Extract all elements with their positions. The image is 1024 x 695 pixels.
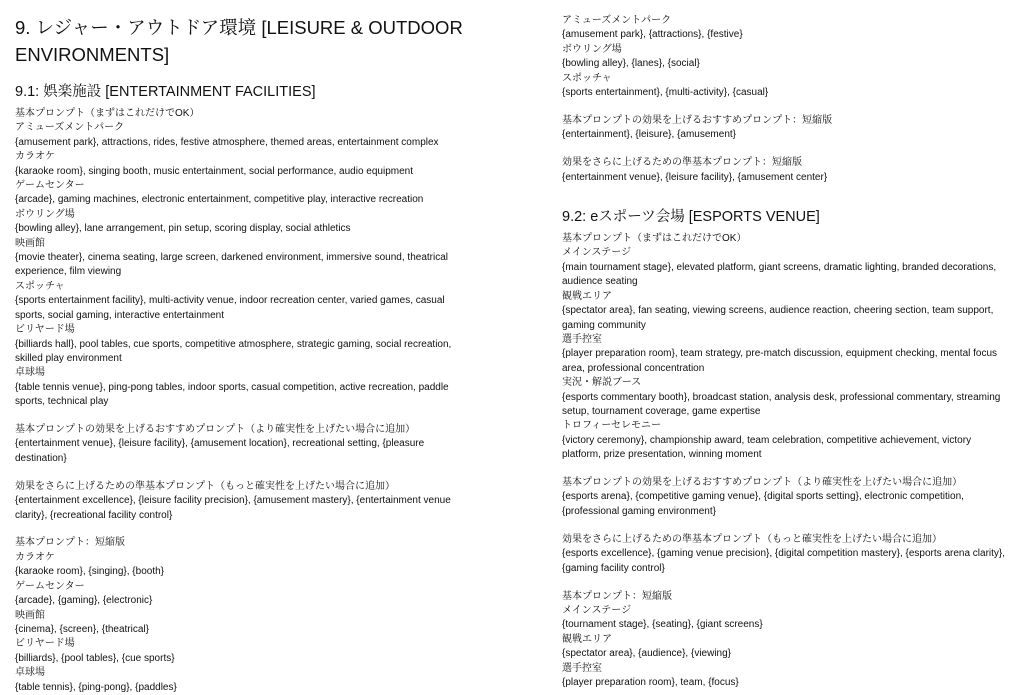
item-text: {movie theater}, cinema seating, large screen, darkened environment, immersive sound, theatrical experience, film viewing — [15, 252, 449, 278]
item-text: {player preparation room}, team strategy, pre-match discussion, equipment checking, mental focus area, professional concentration — [562, 348, 998, 374]
prompt-item — [562, 246, 1012, 289]
item-text: {table tennis}, {ping-pong}, {paddles} — [15, 681, 177, 693]
prompt-item — [15, 208, 465, 237]
item-label: ボウリング場 — [15, 208, 75, 220]
item-text: {spectator area}, {audience}, {viewing} — [562, 648, 732, 660]
item-text: {cinema}, {screen}, {theatrical} — [15, 623, 149, 635]
recommended-prompt-label: 基本プロンプトの効果を上げるおすすめプロンプト（より確実性を上げたい場合に追加） — [562, 477, 963, 489]
prompt-item — [15, 323, 465, 366]
recommended-prompt-text: {entertainment venue}, {leisure facility}, {amusement location}, recreational setting, {pleasure destination} — [15, 438, 425, 464]
item-label: ゲームセンター — [15, 580, 85, 592]
prompt-item — [562, 419, 1012, 462]
item-text: {tournament stage}, {seating}, {giant screens} — [562, 619, 763, 631]
short-item — [562, 633, 1012, 662]
prompt-item — [15, 179, 465, 208]
quasi-prompt-label: 効果をさらに上げるための準基本プロンプト（もっと確実性を上げたい場合に追加） — [15, 480, 395, 492]
short-prompt-label: 基本プロンプト：短縮版 — [15, 537, 125, 549]
item-text: {player preparation room}, team, {focus} — [562, 676, 739, 688]
short-item — [562, 662, 1012, 691]
prompt-item — [562, 290, 1012, 333]
item-label: トロフィーセレモニー — [562, 420, 661, 432]
page-title: 9. レジャー・アウトドア環境 [LEISURE & OUTDOOR ENVIRONMENTS] — [15, 17, 463, 65]
item-label: スポッチャ — [562, 72, 612, 84]
recommended-prompt-text: {esports arena}, {competitive gaming venue}, {digital sports setting}, electronic competition, {professional gaming environment} — [562, 491, 964, 517]
prompt-item — [15, 366, 465, 409]
item-text: {amusement park}, {attractions}, {festive} — [562, 29, 743, 41]
recommended-prompt-label: 基本プロンプトの効果を上げるおすすめプロンプト（より確実性を上げたい場合に追加） — [15, 424, 416, 436]
prompt-item — [15, 237, 465, 280]
short-item — [15, 580, 465, 609]
item-text: {karaoke room}, singing booth, music entertainment, social performance, audio equipment — [15, 165, 414, 177]
quasi-prompt-text: {entertainment excellence}, {leisure facility precision}, {amusement mastery}, {entertainment venue clarity}, {recreational facility control} — [15, 495, 451, 521]
short-item — [562, 72, 1012, 101]
short-item — [562, 604, 1012, 633]
item-text: {victory ceremony}, championship award, team celebration, competitive achievement, victory platform, prize presentation, winning moment — [562, 434, 972, 461]
prompt-item — [15, 150, 465, 179]
prompt-item — [15, 121, 465, 150]
item-label: カラオケ — [15, 551, 55, 563]
item-label: 卓球場 — [15, 367, 45, 379]
item-text: {spectator area}, fan seating, viewing screens, audience reaction, cheering section, team support, gaming community — [562, 305, 994, 331]
item-label: 映画館 — [15, 237, 45, 249]
right-column — [562, 14, 1012, 690]
short-item — [15, 609, 465, 638]
item-text: {esports commentary booth}, broadcast station, analysis desk, professional commentary, streaming setup, tournament coverage, game expertise — [562, 391, 1001, 417]
item-text: {amusement park}, attractions, rides, festive atmosphere, themed areas, entertainment complex — [15, 136, 439, 148]
short-recommended-label: 基本プロンプトの効果を上げるおすすめプロンプト：短縮版 — [562, 114, 833, 126]
short-recommended-text: {entertainment}, {leisure}, {amusement} — [562, 129, 737, 141]
item-label: 観戦エリア — [562, 290, 612, 302]
prompt-item — [562, 333, 1012, 376]
section-title-entertainment: 9.1: 娯楽施設 [ENTERTAINMENT FACILITIES] — [15, 84, 316, 100]
item-label: アミューズメントパーク — [15, 122, 125, 134]
short-item — [15, 551, 465, 580]
item-label: 観戦エリア — [562, 633, 612, 645]
item-text: {arcade}, gaming machines, electronic entertainment, competitive play, interactive recreation — [15, 194, 424, 206]
basic-prompt-label: 基本プロンプト（まずはこれだけでOK） — [562, 233, 747, 245]
item-text: {bowling alley}, {lanes}, {social} — [562, 58, 700, 70]
item-label: スポッチャ — [15, 280, 65, 292]
item-label: 映画館 — [15, 609, 45, 621]
item-text: {arcade}, {gaming}, {electronic} — [15, 595, 153, 607]
short-quasi-text: {entertainment venue}, {leisure facility}, {amusement center} — [562, 171, 828, 183]
item-label: 選手控室 — [562, 333, 602, 345]
item-label: 選手控室 — [562, 662, 602, 674]
section-title-esports: 9.2: eスポーツ会場 [ESPORTS VENUE] — [562, 209, 820, 226]
item-text: {main tournament stage}, elevated platform, giant screens, dramatic lighting, branded decorations, audience seating — [562, 261, 997, 288]
short-prompt-label: 基本プロンプト：短縮版 — [562, 590, 672, 602]
item-label: ビリヤード場 — [15, 324, 75, 336]
item-label: メインステージ — [562, 247, 632, 259]
basic-prompt-label: 基本プロンプト（まずはこれだけでOK） — [15, 108, 200, 119]
prompt-item — [15, 280, 465, 323]
short-quasi-label: 効果をさらに上げるための準基本プロンプト：短縮版 — [562, 157, 802, 169]
left-column — [15, 14, 465, 695]
item-label: メインステージ — [562, 604, 632, 616]
item-text: {billiards hall}, pool tables, cue sports, competitive atmosphere, strategic gaming, social recreation, skilled play environment — [15, 338, 452, 364]
item-label: カラオケ — [15, 151, 55, 163]
item-label: ビリヤード場 — [15, 638, 75, 650]
item-label: アミューズメントパーク — [562, 15, 672, 26]
item-text: {sports entertainment facility}, multi-activity venue, indoor recreation center, varied games, casual sports, social gaming, interactive entertainment — [15, 295, 445, 321]
prompt-item — [562, 376, 1012, 419]
item-label: 実況・解説ブース — [562, 377, 642, 389]
short-item — [562, 43, 1012, 72]
item-label: ゲームセンター — [15, 180, 85, 192]
item-label: ボウリング場 — [562, 43, 622, 55]
item-text: {bowling alley}, lane arrangement, pin setup, scoring display, social athletics — [15, 223, 351, 235]
item-text: {karaoke room}, {singing}, {booth} — [15, 566, 165, 578]
item-label: 卓球場 — [15, 667, 45, 679]
short-item — [562, 14, 1012, 43]
short-item — [15, 637, 465, 666]
item-text: {sports entertainment}, {multi-activity}, {casual} — [562, 87, 769, 99]
quasi-prompt-text: {esports excellence}, {gaming venue precision}, {digital competition mastery}, {esports arena clarity}, {gaming facility control} — [562, 548, 1006, 574]
quasi-prompt-label: 効果をさらに上げるための準基本プロンプト（もっと確実性を上げたい場合に追加） — [562, 533, 942, 545]
item-text: {billiards}, {pool tables}, {cue sports} — [15, 652, 175, 664]
item-text: {table tennis venue}, ping-pong tables, indoor sports, casual competition, active recreation, paddle sports, technical play — [15, 381, 449, 408]
short-item — [15, 666, 465, 695]
